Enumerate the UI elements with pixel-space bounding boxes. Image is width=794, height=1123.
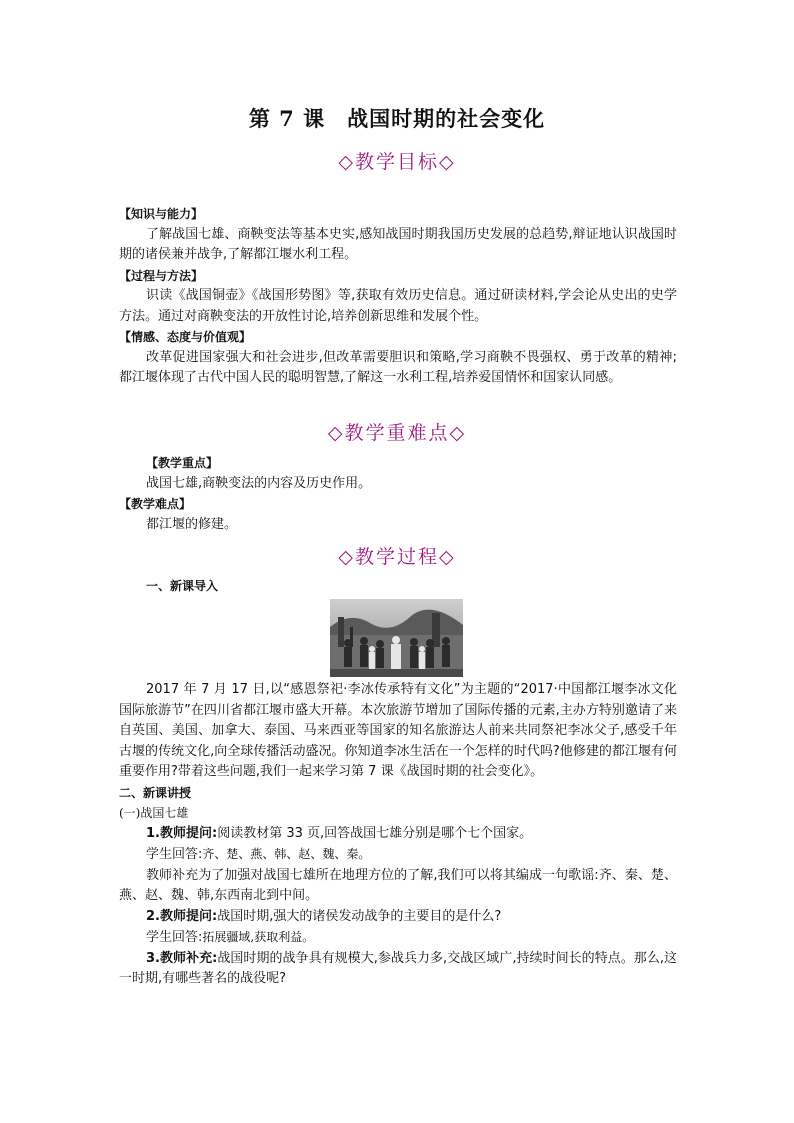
festival-photo: [330, 599, 463, 677]
difficulty-label: 【教学难点】: [119, 497, 192, 511]
process-section: [119, 680, 677, 990]
intro-text: 2017 年 7 月 17 日,以“感恩祭祀·李冰传承特有文化”为主题的“2017·中国都江堰李冰文化国际旅游节”在四川省都江堰市盛大开幕。本次旅游节增加了国际传播的元素,主办方特别邀请了来自英国、美国、加拿大、泰国、马来西亚等国家的知名旅游达人前来共同祭祀李冰父子,感受千年古堰的传统文化,向全球传播活动盛况。你知道李冰生活在一个怎样的时代吗?他修建的都江堰有何重要作用?带着这些问题,我们一起来学习第 7 课《战国时期的社会变化》。: [119, 682, 677, 779]
difficulty-text: 都江堰的修建。: [146, 516, 238, 532]
process-method-label: 【过程与方法】: [119, 268, 204, 283]
answer-1-label: 学生回答:: [146, 847, 203, 862]
answer-2: [119, 927, 677, 949]
knowledge-text: 了解战国七雄、商鞅变法等基本史实,感知战国时期我国历史发展的总趋势,辩证地认识战国时期的诸侯兼并战争,了解都江堰水利工程。: [119, 226, 677, 262]
intro-heading-block: [119, 576, 677, 597]
question-2-text: 战国时期,强大的诸侯发动战争的主要目的是什么?: [217, 908, 502, 924]
question-2: [119, 907, 677, 928]
festival-photo-graphic: [330, 599, 463, 677]
question-1: [119, 824, 677, 845]
objectives-section: [119, 204, 677, 389]
emotion-label: 【情感、态度与价值观】: [119, 330, 252, 344]
subsection-warring-states: (一)战国七雄: [119, 806, 189, 820]
page-title: 第 7 课 战国时期的社会变化: [248, 106, 546, 131]
answer-1-text: 齐、楚、燕、韩、赵、魏、秦。: [202, 847, 371, 861]
question-2-label: 2.教师提问:: [146, 908, 218, 924]
supplement-3-label: 3.教师补充:: [146, 950, 218, 966]
section-heading-objectives: ◇教学目标◇: [338, 151, 456, 173]
key-points-section: [119, 453, 677, 535]
supplement-3: [119, 949, 677, 990]
knowledge-label: 【知识与能力】: [119, 207, 204, 221]
supplement-1: 教师补充为了加强对战国七雄所在地理方位的了解,我们可以将其编成一句歌谣:齐、秦、楚、燕、赵、魏、韩,东西南北到中间。: [119, 867, 677, 903]
question-1-label: 1.教师提问:: [146, 825, 218, 841]
section-heading-key-points: ◇教学重难点◇: [327, 422, 467, 444]
intro-heading: 一、新课导入: [146, 579, 219, 593]
section-heading-process: ◇教学过程◇: [338, 546, 456, 568]
process-method-text: 识读《战国铜壶》《战国形势图》等,获取有效历史信息。通过研读材料,学会论从史出的史学方法。通过对商鞅变法的开放性讨论,培养创新思维和发展个性。: [119, 288, 677, 324]
emotion-text: 改革促进国家强大和社会进步,但改革需要胆识和策略,学习商鞅不畏强权、勇于改革的精神;都江堰体现了古代中国人民的聪明智慧,了解这一水利工程,培养爱国情怀和国家认同感。: [119, 349, 677, 385]
new-lesson-heading: 二、新课讲授: [119, 785, 192, 800]
answer-2-text: 拓展疆域,获取利益。: [202, 930, 315, 944]
question-1-text: 阅读教材第 33 页,回答战国七雄分别是哪个七个国家。: [217, 825, 533, 841]
answer-1: [119, 844, 677, 866]
answer-2-label: 学生回答:: [146, 930, 203, 945]
supplement-3-text: 战国时期的战争具有规模大,参战兵力多,交战区域广,持续时间长的特点。那么,这一时期,有哪些著名的战役呢?: [119, 950, 678, 986]
key-label: 【教学重点】: [146, 456, 219, 470]
key-text: 战国七雄,商鞅变法的内容及历史作用。: [146, 475, 372, 491]
